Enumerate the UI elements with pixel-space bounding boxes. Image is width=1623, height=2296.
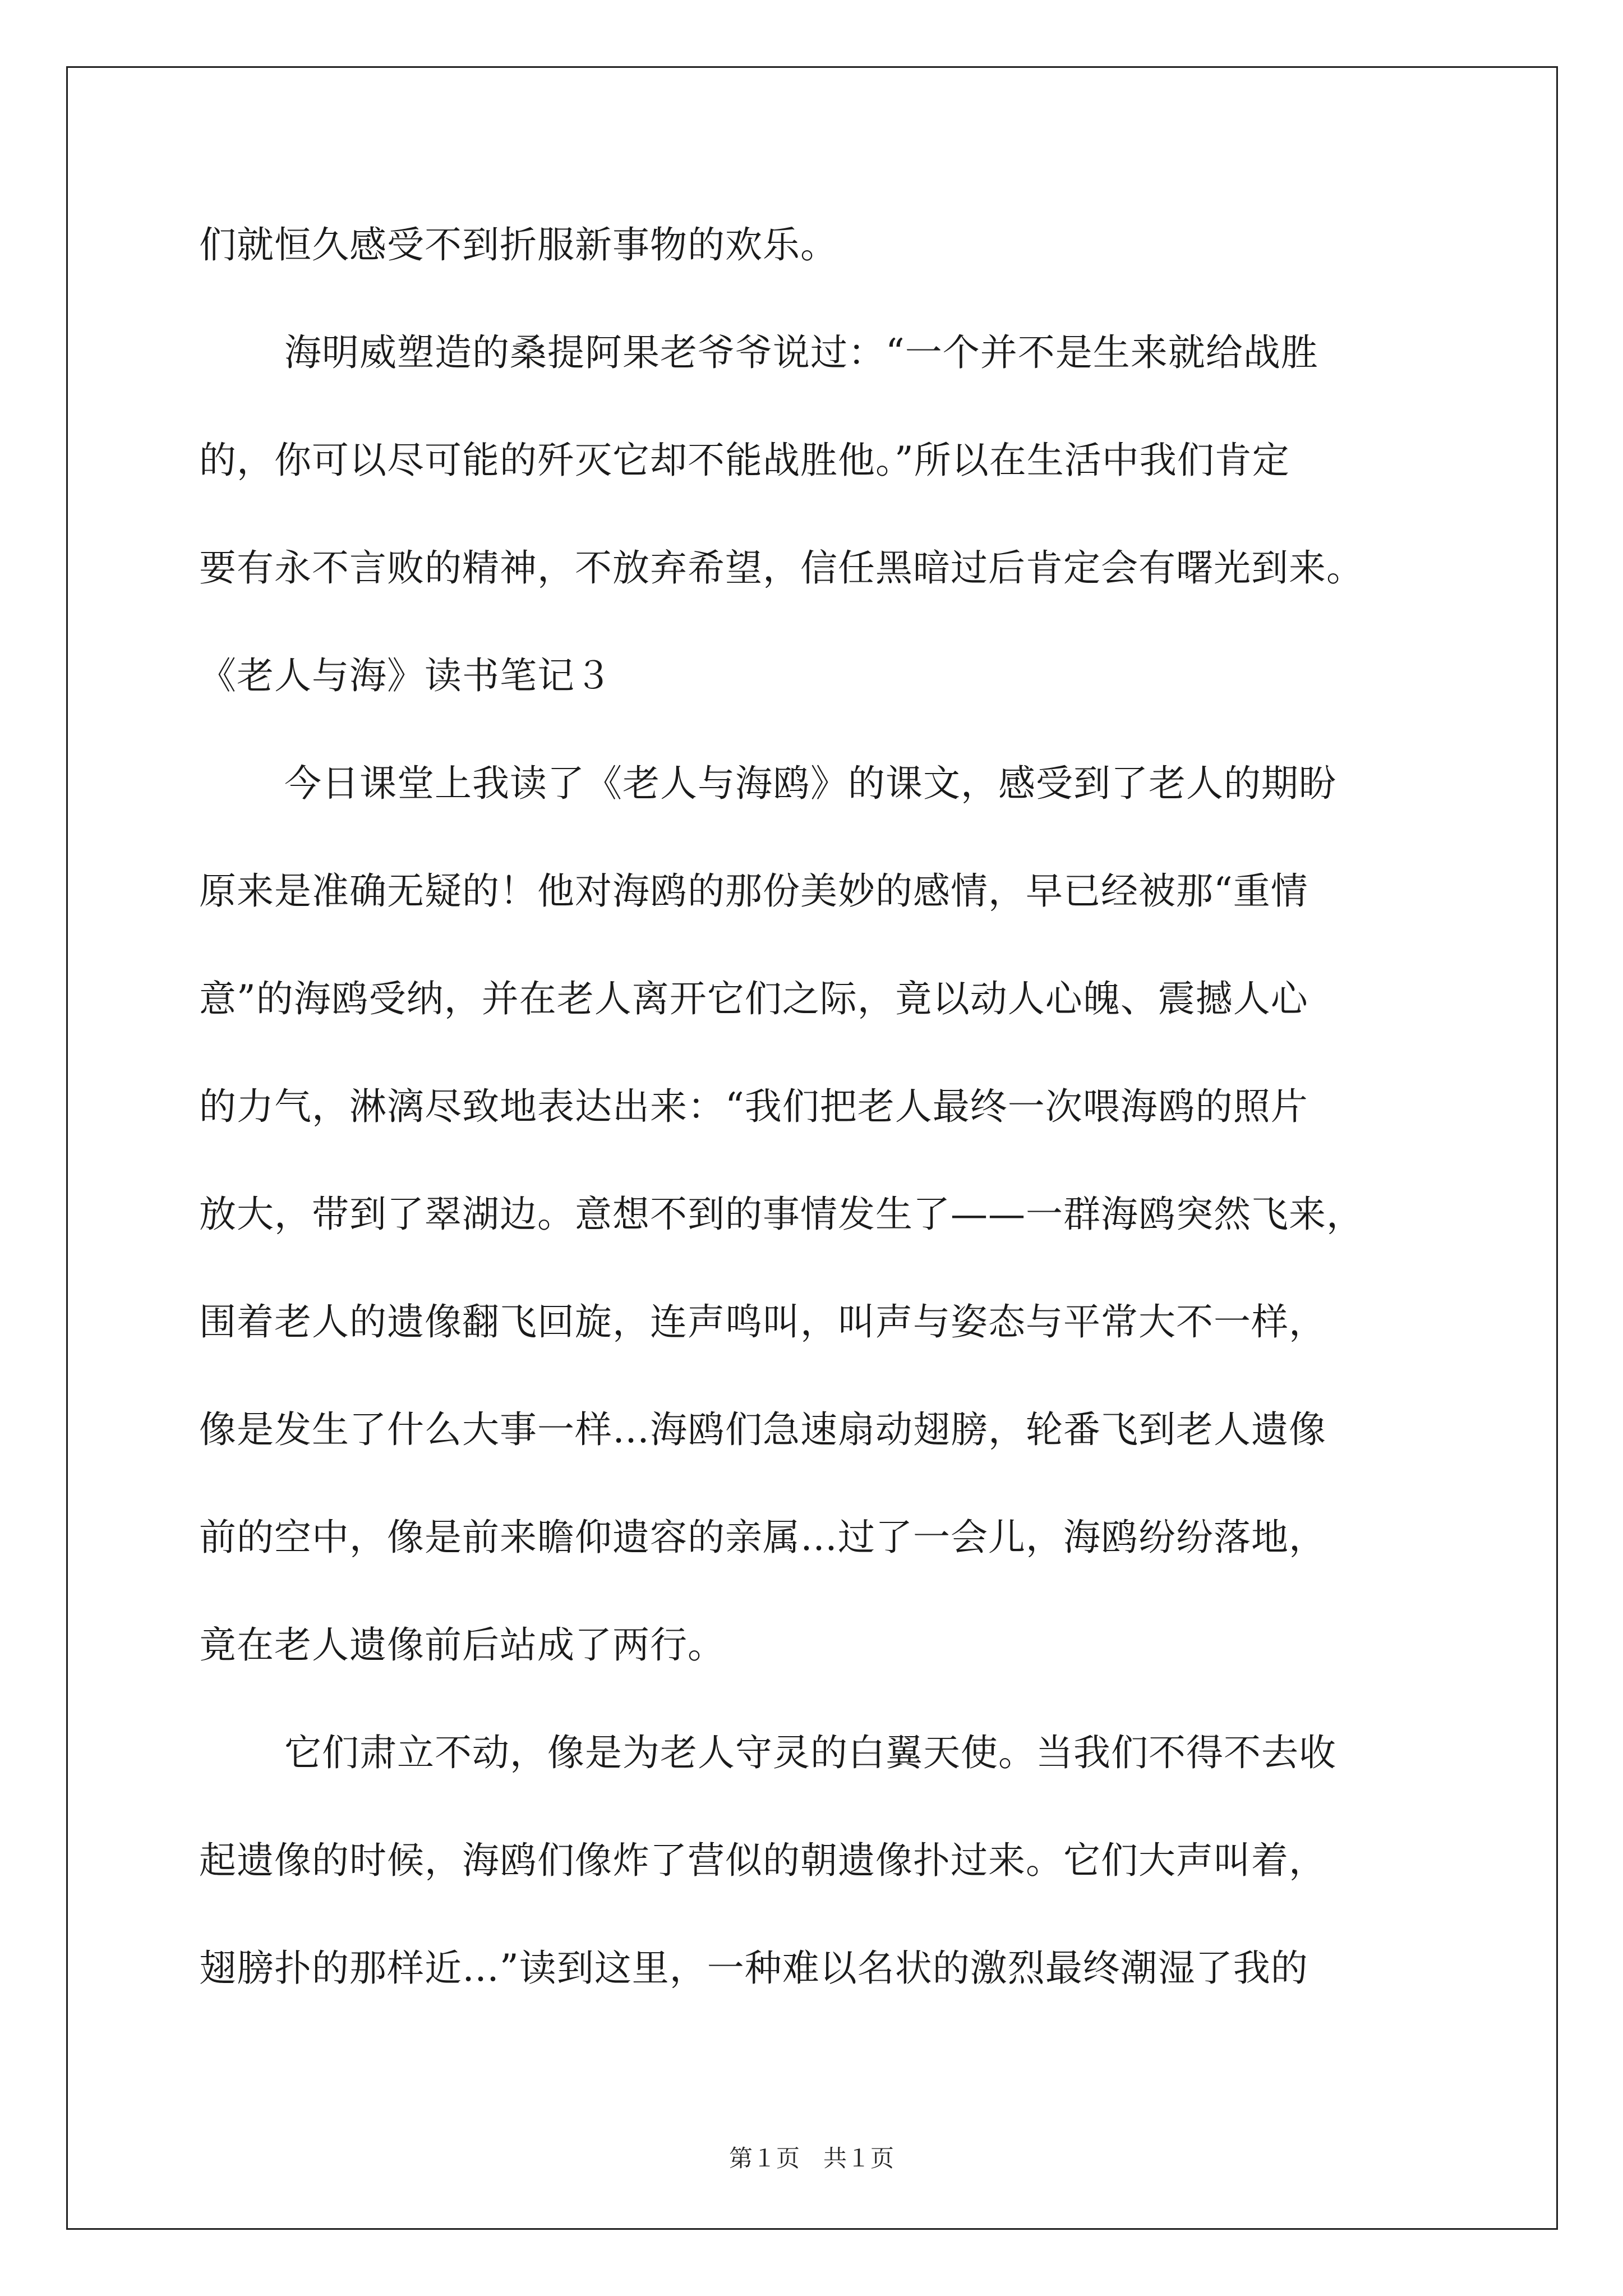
paragraph-start-line: 海明威塑造的桑提阿果老爷爷说过：“一个并不是生来就给战胜 [284,331,1318,374]
text-line: 竟在老人遗像前后站成了两行。 [199,1623,725,1667]
text-line: 翅膀扑的那样近…”读到这里，一种难以名状的激烈最终潮湿了我的 [199,1947,1308,1990]
text-line: 像是发生了什么大事一样…海鸥们急速扇动翅膀，轮番飞到老人遗像 [199,1408,1326,1451]
text-line: 起遗像的时候，海鸥们像炸了营似的朝遗像扑过来。它们大声叫着， [199,1839,1326,1882]
text-line: 意”的海鸥受纳，并在老人离开它们之际，竟以动人心魄、震撼人心 [199,977,1308,1020]
text-line: 的力气，淋漓尽致地表达出来：“我们把老人最终一次喂海鸥的照片 [199,1085,1308,1128]
text-line: 们就恒久感受不到折服新事物的欢乐。 [199,223,838,266]
document-body [199,211,1450,2042]
section-heading: 《老人与海》读书笔记３ [199,654,612,697]
text-line: 围着老人的遗像翻飞回旋，连声鸣叫，叫声与姿态与平常大不一样， [199,1300,1326,1343]
text-line: 放大，带到了翠湖边。意想不到的事情发生了——一群海鸥突然飞来， [199,1193,1364,1236]
text-line: 前的空中，像是前来瞻仰遗容的亲属…过了一会儿，海鸥纷纷落地， [199,1516,1326,1559]
text-line: 的，你可以尽可能的歼灭它却不能战胜他。”所以在生活中我们肯定 [199,439,1290,482]
paragraph-start-line: 今日课堂上我读了《老人与海鸥》的课文，感受到了老人的期盼 [284,762,1336,805]
text-line: 原来是准确无疑的！他对海鸥的那份美妙的感情，早已经被那“重情 [199,869,1308,913]
text-line: 要有永不言败的精神，不放弃希望，信任黑暗过后肯定会有曙光到来。 [199,546,1364,590]
page-footer: 第１页 共１页 [728,2145,894,2172]
paragraph-start-line: 它们肃立不动，像是为老人守灵的白翼天使。当我们不得不去收 [284,1731,1336,1774]
